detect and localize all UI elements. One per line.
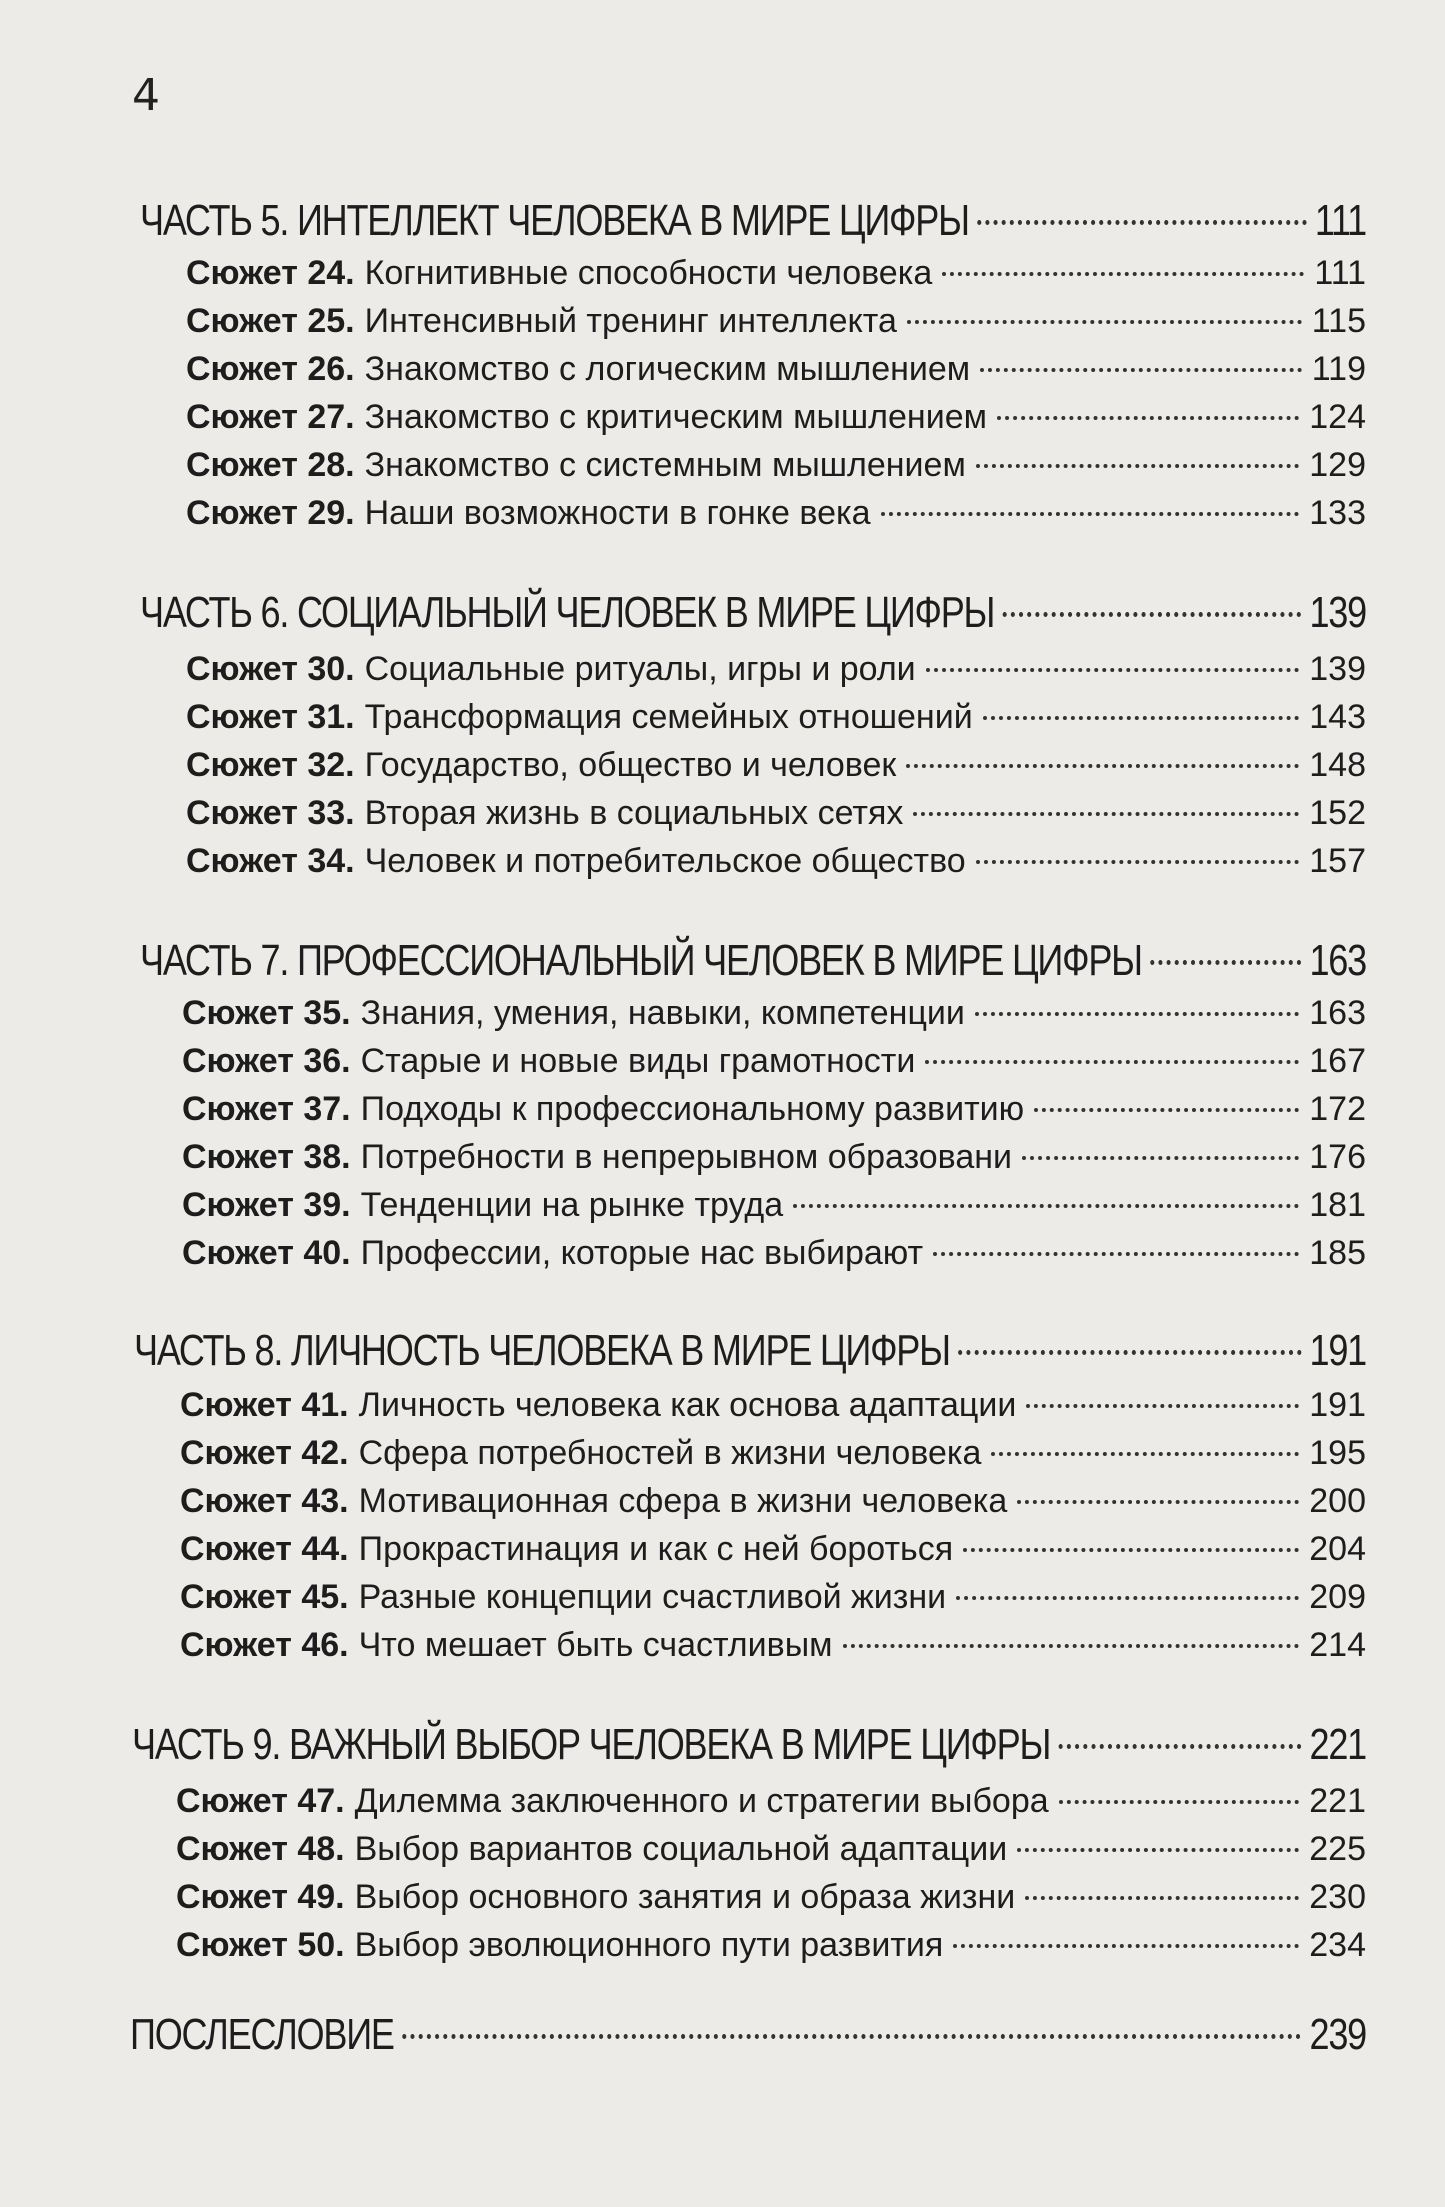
chapter-entry[interactable] [186, 446, 1366, 485]
chapter-entry[interactable] [180, 1530, 1366, 1569]
chapter-page-number: 143 [1309, 698, 1366, 736]
chapter-page-number: 167 [1309, 1042, 1366, 1080]
chapter-page-number: 152 [1309, 794, 1366, 832]
chapter-title: Мотивационная сфера в жизни человека [358, 1482, 1008, 1520]
part-title: ЧАСТЬ 8. ЛИЧНОСТЬ ЧЕЛОВЕКА В МИРЕ ЦИФРЫ [134, 1326, 950, 1375]
chapter-entry[interactable] [180, 1578, 1366, 1617]
chapter-label: Сюжет 49. [176, 1878, 345, 1916]
dot-leader [881, 512, 1300, 516]
chapter-entry[interactable] [186, 398, 1366, 437]
dot-leader [933, 1252, 1299, 1256]
chapter-entry[interactable] [186, 350, 1366, 389]
part-title: ЧАСТЬ 6. СОЦИАЛЬНЫЙ ЧЕЛОВЕК В МИРЕ ЦИФРЫ [140, 588, 995, 637]
chapter-label: Сюжет 40. [182, 1234, 351, 1272]
chapter-title: Человек и потребительское общество [364, 842, 966, 880]
dot-leader [1025, 1896, 1299, 1900]
dot-leader [991, 1452, 1299, 1456]
chapter-page-number: 133 [1309, 494, 1366, 532]
chapter-entry[interactable] [176, 1830, 1366, 1869]
dot-leader [1026, 1404, 1299, 1408]
chapter-label: Сюжет 27. [186, 398, 355, 436]
chapter-title: Разные концепции счастливой жизни [358, 1578, 947, 1616]
afterword-title: ПОСЛЕСЛОВИЕ [130, 2010, 394, 2059]
chapter-label: Сюжет 39. [182, 1186, 351, 1224]
chapter-title: Знакомство с логическим мышлением [364, 350, 971, 388]
chapter-title: Государство, общество и человек [364, 746, 897, 784]
part-title: ЧАСТЬ 7. ПРОФЕССИОНАЛЬНЫЙ ЧЕЛОВЕК В МИРЕ ЦИФРЫ [140, 936, 1142, 985]
dot-leader [913, 812, 1299, 816]
chapter-label: Сюжет 32. [186, 746, 355, 784]
chapter-title: Старые и новые виды грамотности [360, 1042, 916, 1080]
chapter-page-number: 119 [1311, 350, 1366, 388]
page-number: 4 [132, 70, 160, 121]
dot-leader [976, 860, 1300, 864]
chapter-title: Вторая жизнь в социальных сетях [364, 794, 904, 832]
chapter-label: Сюжет 34. [186, 842, 355, 880]
chapter-page-number: 191 [1309, 1386, 1366, 1424]
chapter-page-number: 234 [1309, 1926, 1366, 1964]
chapter-entry[interactable] [186, 302, 1366, 341]
part-page-number: 139 [1309, 588, 1366, 637]
dot-leader [1002, 612, 1301, 617]
dot-leader [1058, 1744, 1301, 1749]
dot-leader [976, 464, 1299, 468]
part-heading[interactable] [140, 196, 1366, 246]
chapter-title: Знания, умения, навыки, компетенции [360, 994, 965, 1032]
chapter-page-number: 148 [1309, 746, 1366, 784]
dot-leader [1150, 960, 1301, 965]
chapter-entry[interactable] [176, 1782, 1366, 1821]
dot-leader [1059, 1800, 1300, 1804]
chapter-label: Сюжет 26. [186, 350, 355, 388]
chapter-title: Выбор основного занятия и образа жизни [354, 1878, 1016, 1916]
chapter-page-number: 225 [1309, 1830, 1366, 1868]
chapter-entry[interactable] [186, 746, 1366, 785]
chapter-title: Прокрастинация и как с ней бороться [358, 1530, 954, 1568]
part-heading[interactable] [134, 1326, 1366, 1376]
chapter-entry[interactable] [176, 1878, 1366, 1917]
part-page-number: 111 [1314, 196, 1366, 245]
chapter-title: Дилемма заключенного и стратегии выбора [354, 1782, 1049, 1820]
chapter-title: Выбор вариантов социальной адаптации [354, 1830, 1008, 1868]
chapter-title: Знакомство с системным мышлением [364, 446, 966, 484]
chapter-title: Наши возможности в гонке века [364, 494, 871, 532]
chapter-label: Сюжет 48. [176, 1830, 345, 1868]
chapter-page-number: 185 [1309, 1234, 1366, 1272]
chapter-title: Подходы к профессиональному развитию [360, 1090, 1025, 1128]
chapter-entry[interactable] [182, 1042, 1366, 1081]
dot-leader [956, 1596, 1299, 1600]
chapter-entry[interactable] [176, 1926, 1366, 1965]
dot-leader [1017, 1848, 1299, 1852]
chapter-title: Профессии, которые нас выбирают [360, 1234, 924, 1272]
chapter-page-number: 181 [1309, 1186, 1366, 1224]
chapter-label: Сюжет 47. [176, 1782, 345, 1820]
dot-leader [843, 1644, 1300, 1648]
chapter-page-number: 129 [1309, 446, 1366, 484]
chapter-page-number: 221 [1309, 1782, 1366, 1820]
part-heading[interactable] [140, 588, 1366, 638]
part-page-number: 163 [1309, 936, 1366, 985]
chapter-label: Сюжет 29. [186, 494, 355, 532]
chapter-label: Сюжет 46. [180, 1626, 349, 1664]
chapter-entry[interactable] [186, 842, 1366, 881]
part-page-number: 191 [1309, 1326, 1366, 1375]
chapter-page-number: 209 [1309, 1578, 1366, 1616]
dot-leader [977, 220, 1307, 225]
chapter-title: Когнитивные способности человека [364, 254, 933, 292]
chapter-page-number: 139 [1309, 650, 1366, 688]
chapter-entry[interactable] [182, 1090, 1366, 1129]
part-heading[interactable] [140, 936, 1366, 986]
chapter-page-number: 111 [1314, 254, 1366, 292]
chapter-label: Сюжет 36. [182, 1042, 351, 1080]
dot-leader [975, 1012, 1299, 1016]
chapter-title: Социальные ритуалы, игры и роли [364, 650, 916, 688]
part-title: ЧАСТЬ 9. ВАЖНЫЙ ВЫБОР ЧЕЛОВЕКА В МИРЕ ЦИФРЫ [132, 1720, 1051, 1769]
chapter-page-number: 115 [1311, 302, 1366, 340]
dot-leader [963, 1548, 1299, 1552]
chapter-page-number: 163 [1309, 994, 1366, 1032]
chapter-page-number: 195 [1309, 1434, 1366, 1472]
afterword-page-number: 239 [1309, 2010, 1366, 2059]
chapter-label: Сюжет 44. [180, 1530, 349, 1568]
dot-leader [953, 1944, 1299, 1948]
chapter-label: Сюжет 50. [176, 1926, 345, 1964]
dot-leader [1017, 1500, 1299, 1504]
chapter-title: Трансформация семейных отношений [364, 698, 973, 736]
chapter-page-number: 214 [1309, 1626, 1366, 1664]
chapter-page-number: 230 [1309, 1878, 1366, 1916]
dot-leader [907, 320, 1302, 324]
chapter-entry[interactable] [182, 1234, 1366, 1273]
chapter-page-number: 172 [1309, 1090, 1366, 1128]
dot-leader [958, 1350, 1301, 1355]
part-title: ЧАСТЬ 5. ИНТЕЛЛЕКТ ЧЕЛОВЕКА В МИРЕ ЦИФРЫ [140, 196, 969, 245]
chapter-title: Потребности в непрерывном образовани [360, 1138, 1013, 1176]
chapter-label: Сюжет 42. [180, 1434, 349, 1472]
dot-leader [1022, 1156, 1299, 1160]
afterword-heading[interactable] [130, 2010, 1366, 2060]
chapter-page-number: 176 [1309, 1138, 1366, 1176]
chapter-entry[interactable] [182, 1138, 1366, 1177]
chapter-label: Сюжет 35. [182, 994, 351, 1032]
chapter-entry[interactable] [186, 494, 1366, 533]
chapter-label: Сюжет 25. [186, 302, 355, 340]
chapter-label: Сюжет 30. [186, 650, 355, 688]
chapter-entry[interactable] [182, 994, 1366, 1033]
chapter-title: Сфера потребностей в жизни человека [358, 1434, 982, 1472]
chapter-entry[interactable] [180, 1434, 1366, 1473]
dot-leader [793, 1204, 1299, 1208]
chapter-label: Сюжет 37. [182, 1090, 351, 1128]
chapter-title: Интенсивный тренинг интеллекта [364, 302, 897, 340]
dot-leader [942, 272, 1304, 276]
chapter-entry[interactable] [186, 698, 1366, 737]
chapter-label: Сюжет 33. [186, 794, 355, 832]
dot-leader [983, 716, 1300, 720]
chapter-title: Тенденции на рынке труда [360, 1186, 784, 1224]
chapter-title: Что мешает быть счастливым [358, 1626, 833, 1664]
chapter-label: Сюжет 24. [186, 254, 355, 292]
chapter-page-number: 124 [1309, 398, 1366, 436]
chapter-entry[interactable] [182, 1186, 1366, 1225]
dot-leader [997, 416, 1299, 420]
chapter-title: Личность человека как основа адаптации [358, 1386, 1017, 1424]
chapter-entry[interactable] [180, 1482, 1366, 1521]
dot-leader [925, 1060, 1299, 1064]
chapter-page-number: 204 [1309, 1530, 1366, 1568]
dot-leader [980, 368, 1302, 372]
chapter-entry[interactable] [180, 1626, 1366, 1665]
chapter-title: Выбор эволюционного пути развития [354, 1926, 944, 1964]
chapter-page-number: 200 [1309, 1482, 1366, 1520]
chapter-entry[interactable] [186, 254, 1366, 293]
chapter-label: Сюжет 45. [180, 1578, 349, 1616]
chapter-entry[interactable] [186, 650, 1366, 689]
chapter-label: Сюжет 41. [180, 1386, 349, 1424]
dot-leader [402, 2034, 1301, 2039]
dot-leader [1034, 1108, 1299, 1112]
chapter-label: Сюжет 38. [182, 1138, 351, 1176]
chapter-title: Знакомство с критическим мышлением [364, 398, 987, 436]
part-heading[interactable] [132, 1720, 1366, 1770]
dot-leader [906, 764, 1299, 768]
part-page-number: 221 [1309, 1720, 1366, 1769]
chapter-page-number: 157 [1309, 842, 1366, 880]
chapter-label: Сюжет 43. [180, 1482, 349, 1520]
dot-leader [926, 668, 1300, 672]
chapter-label: Сюжет 31. [186, 698, 355, 736]
chapter-label: Сюжет 28. [186, 446, 355, 484]
chapter-entry[interactable] [186, 794, 1366, 833]
chapter-entry[interactable] [180, 1386, 1366, 1425]
